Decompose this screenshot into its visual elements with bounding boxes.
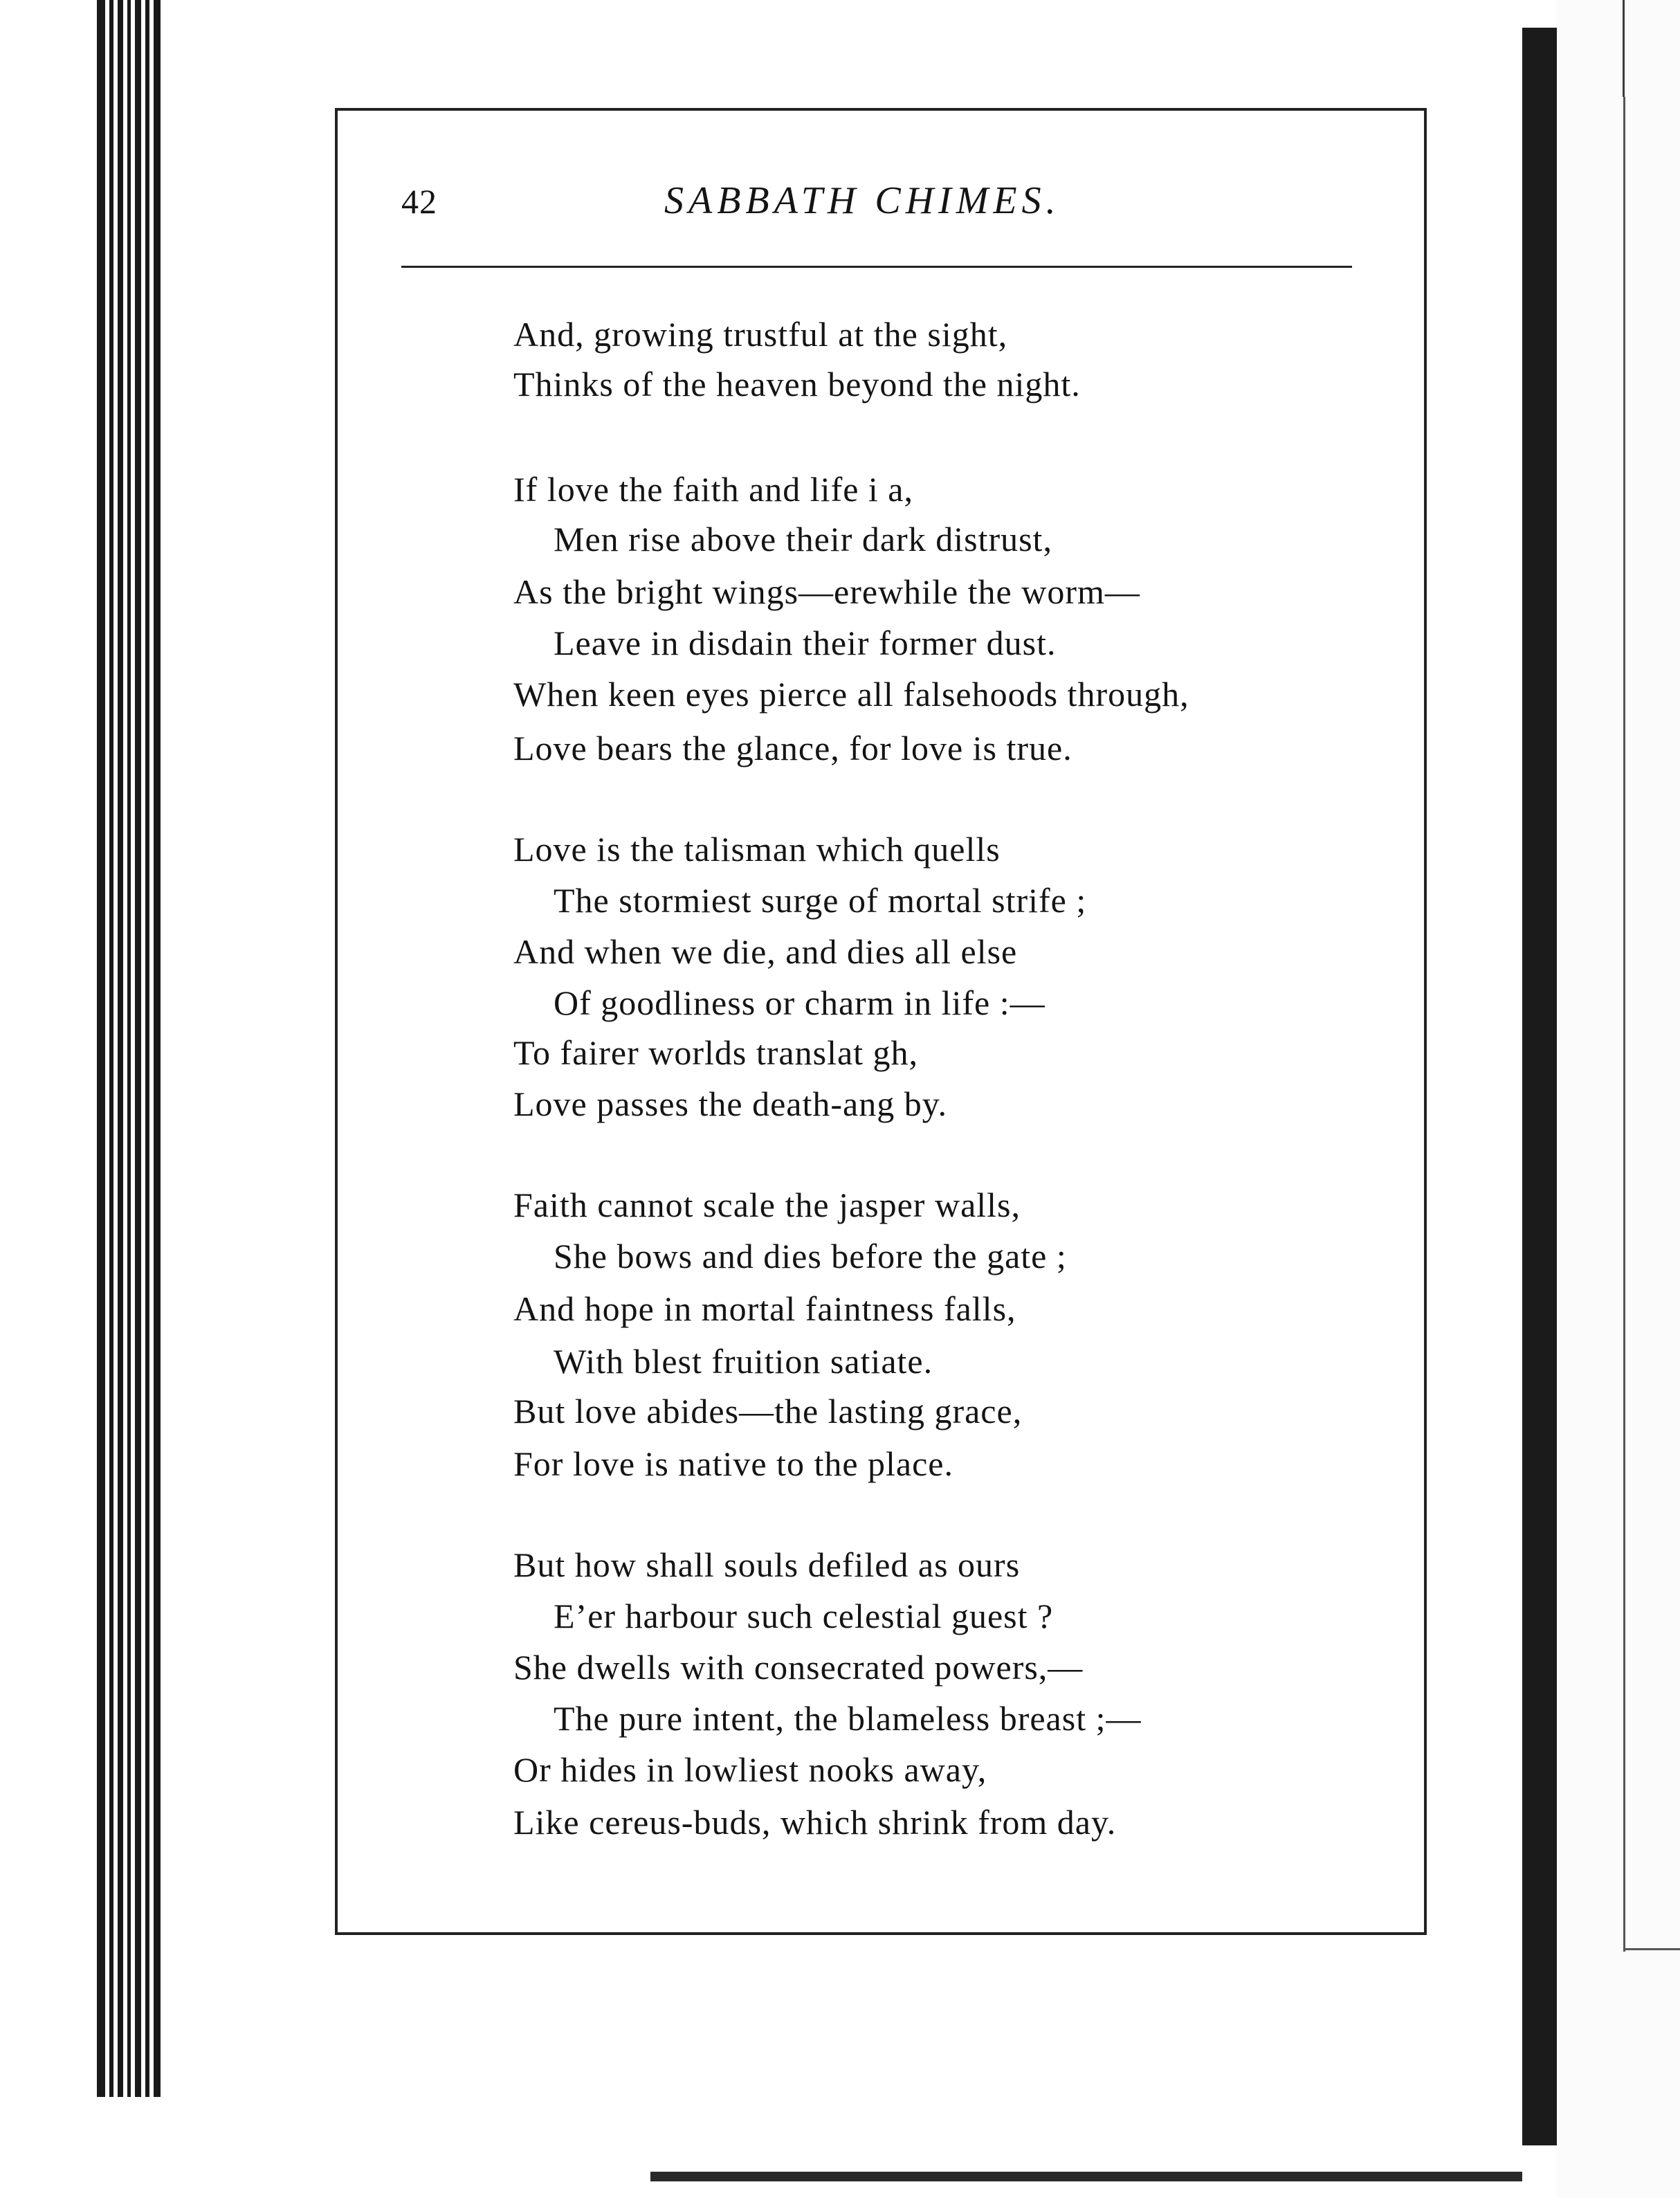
poem-line: E’er harbour such celestial guest ? [554,1597,1054,1635]
poem-line: If love the faith and life i a, [513,470,913,509]
poem-line: The pure intent, the blameless breast ;— [554,1699,1142,1738]
poem-line: Love is the talisman which quells [513,830,1001,869]
poem-line: Or hides in lowliest nooks away, [513,1750,987,1789]
page-number: 42 [401,182,437,221]
header-rule [401,266,1352,268]
poem-line: With blest fruition satiate. [554,1342,933,1381]
poem-line: And when we die, and dies all else [513,932,1018,971]
poem-line: Faith cannot scale the jasper walls, [513,1186,1021,1224]
poem-line: Like cereus-buds, which shrink from day. [513,1803,1117,1842]
poem-line: Love passes the death-ang by. [513,1084,947,1123]
running-title: SABBATH CHIMES. [664,179,1061,222]
poem-line: As the bright wings—erewhile the worm— [513,572,1140,611]
page-bottom-edge [650,2172,1522,2181]
poem-line: Men rise above their dark distrust, [554,520,1052,558]
poem-line: For love is native to the place. [513,1444,954,1483]
book-binding-edge [97,0,166,2198]
poem-line: But how shall souls defiled as ours [513,1545,1021,1584]
poem-line: And hope in mortal faintness falls, [513,1289,1016,1328]
poem-line: The stormiest surge of mortal strife ; [554,881,1087,920]
poem-line: Leave in disdain their former dust. [554,624,1057,662]
poem-line: And, growing trustful at the sight, [513,315,1008,354]
facing-page-edge [1557,0,1680,2198]
poem-line: When keen eyes pierce all falsehoods through, [513,675,1189,714]
poem-line: But love abides—the lasting grace, [513,1392,1023,1430]
poem-line: Of goodliness or charm in life :— [554,983,1046,1022]
poem-line: She bows and dies before the gate ; [554,1237,1067,1275]
poem-line: Love bears the glance, for love is true. [513,729,1072,768]
poem-line: To fairer worlds translat gh, [513,1033,919,1072]
poem-line: She dwells with consecrated powers,— [513,1648,1084,1687]
facing-page-gutter [1522,28,1557,2145]
poem-line: Thinks of the heaven beyond the night. [513,365,1081,403]
